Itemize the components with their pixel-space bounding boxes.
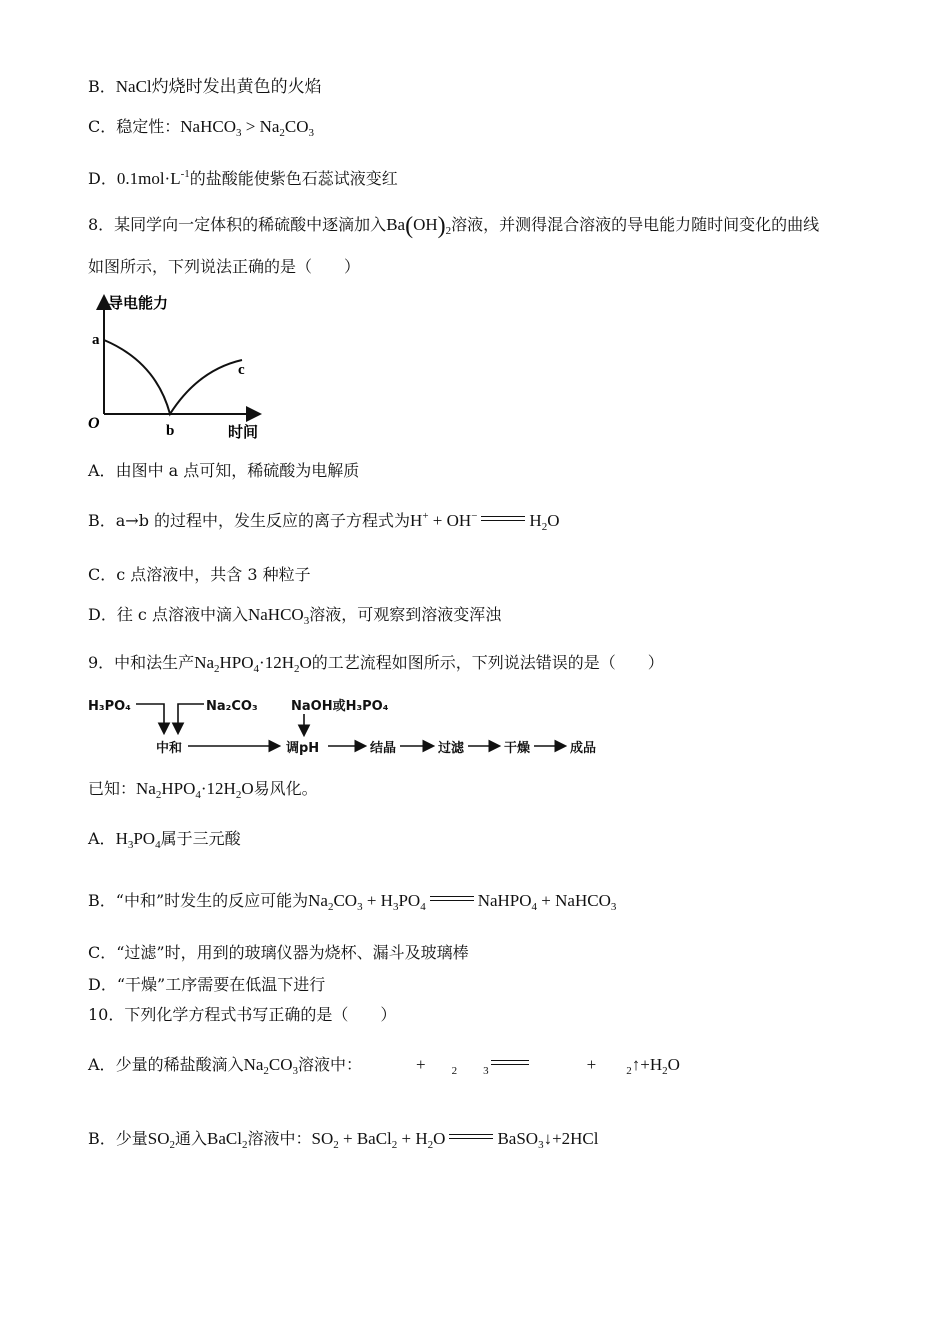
q8-stem-line1: 8．某同学向一定体积的稀硫酸中逐滴加入$Ba(OH)_2$溶液，并测得混合溶液的导电能力随时间变化的曲线: [88, 213, 820, 239]
q8-option-a: A．由图中 a 点可知，稀硫酸为电解质: [88, 461, 360, 480]
q9-option-c: C．“过滤”时，用到的玻璃仪器为烧杯、漏斗及玻璃棒: [88, 943, 469, 962]
q9-stem: 9．中和法生产$Na_2HPO_4\cdot 12H_2O$的工艺流程如图所示，下列说法错误的是（ ）: [88, 653, 664, 675]
point-b-label: b: [166, 423, 175, 439]
equals-sign: [449, 1133, 493, 1141]
step-dry: 干燥: [504, 741, 531, 756]
q9-option-a: A．$H_3PO_4$属于三元酸: [88, 829, 241, 851]
conductivity-graph: [86, 292, 276, 442]
input-h3po4: H₃PO₄: [88, 699, 131, 714]
q9-known: 已知：$Na_2HPO_4\cdot 12H_2O$易风化。: [88, 779, 318, 801]
equals-sign: [430, 895, 474, 903]
q9-option-d: D．“干燥”工序需要在低温下进行: [88, 975, 326, 994]
origin-label: O: [88, 415, 100, 432]
q8-option-d: D．往 c 点溶液中滴入NaHCO$_3$溶液，可观察到溶液变浑浊: [88, 605, 502, 627]
point-a-label: a: [92, 332, 100, 348]
y-axis-label: 导电能力: [108, 294, 169, 312]
step-adjust-ph: 调pH: [286, 741, 320, 756]
step-product: 成品: [570, 741, 597, 756]
q9-option-b: B．“中和”时发生的反应可能为$Na_2CO_3 + H_3PO_4$ NaHPO$_4$ + NaHCO$_3$: [88, 891, 617, 913]
q10-stem: 10．下列化学方程式书写正确的是（ ）: [88, 1005, 397, 1024]
input-na2co3: Na₂CO₃: [206, 699, 258, 714]
q8-option-b: B．a→b 的过程中，发生反应的离子方程式为H+ + OH− $H_2O$: [88, 510, 560, 533]
q10-option-b: B．少量$SO_2$通入BaCl$_2$溶液中：$SO_2$ + BaCl$_2$ + $H_2O$ BaSO$_3$↓+2HCl: [88, 1129, 599, 1151]
step-neutralize: 中和: [156, 741, 183, 756]
step-crystallize: 结晶: [370, 741, 397, 756]
q8-stem-line2: 如图所示，下列说法正确的是（ ）: [88, 257, 361, 276]
x-axis-label: 时间: [228, 423, 259, 441]
q7-option-b: B．NaCl灼烧时发出黄色的火焰: [88, 77, 322, 96]
conductivity-curve: [104, 340, 242, 414]
q7-option-c: C．稳定性：NaHCO$_3$ > $Na_2CO_3$: [88, 117, 315, 139]
equals-sign: [481, 515, 525, 523]
q10-option-a: A．少量的稀盐酸滴入$Na_2CO_3$溶液中： + $_2$ $_3 + _2↑+H_2O$: [88, 1055, 680, 1077]
input-naoh-or-h3po4: NaOH或H₃PO₄: [291, 699, 389, 714]
q7-option-d: D．$0.1mol\cdot L^{-1}$的盐酸能使紫色石蕊试液变红: [88, 168, 398, 188]
point-c-label: c: [238, 362, 245, 378]
process-flow-diagram: [86, 692, 606, 760]
q8-option-c: C．c 点溶液中，共含 3 种粒子: [88, 565, 311, 584]
step-filter: 过滤: [438, 741, 465, 756]
